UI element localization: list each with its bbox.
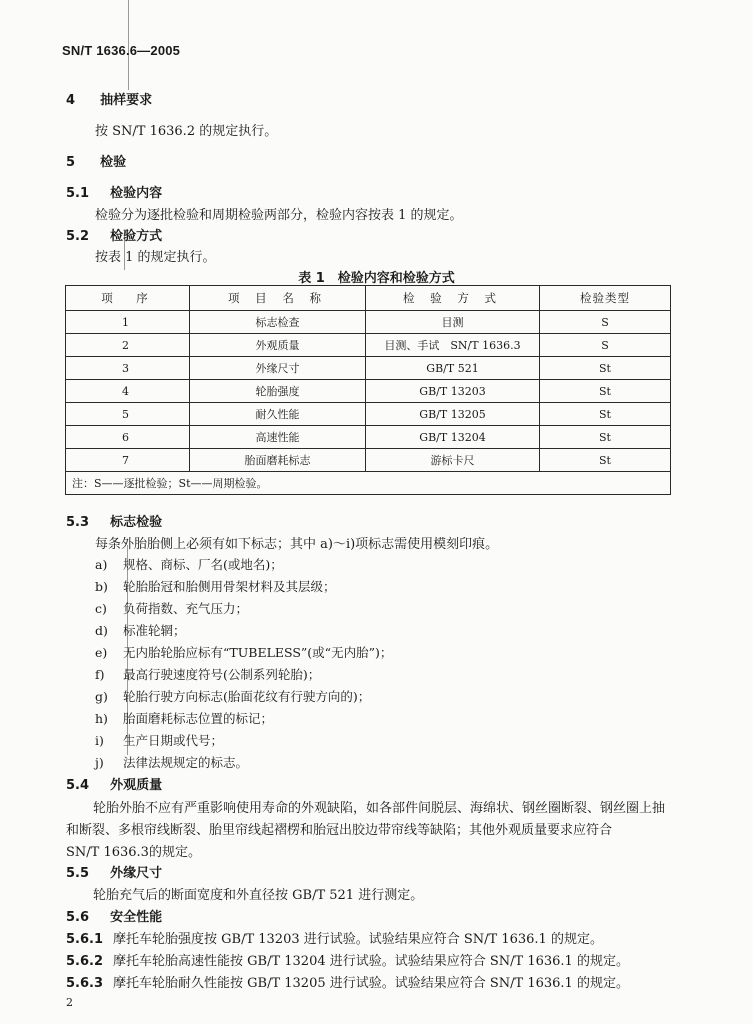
cell-seq: 5	[66, 403, 190, 426]
section-5-2-text: 按表 1 的规定执行。	[95, 250, 216, 265]
item-text: 最高行驶速度符号(公制系列轮胎)；	[123, 667, 321, 682]
cell-method: 目测、手试 SN/T 1636.3	[366, 334, 540, 357]
cell-type: St	[540, 403, 671, 426]
clause-number: 5.6.3	[66, 976, 104, 991]
inspection-table	[65, 285, 671, 495]
clause-text: 摩托车轮胎高速性能按 GB/T 13204 进行试验。试验结果应符合 SN/T 1636.1 的规定。	[113, 954, 629, 969]
marking-list-item	[95, 621, 186, 639]
header-method: 检 验 方 式	[366, 286, 540, 311]
section-number: 5.1	[66, 186, 90, 201]
cell-seq: 3	[66, 357, 190, 380]
item-label: e)	[95, 645, 108, 660]
table-row	[66, 426, 671, 449]
item-text: 轮胎行驶方向标志(胎面花纹有行驶方向的)；	[123, 689, 371, 704]
section-title: 外缘尺寸	[110, 866, 163, 881]
cell-item: 轮胎强度	[190, 380, 366, 403]
cell-method: GB/T 521	[366, 357, 540, 380]
section-5-1-heading	[66, 182, 162, 201]
table-header-row	[66, 286, 671, 311]
header-seq: 项 序	[66, 286, 190, 311]
table-row	[66, 403, 671, 426]
cell-type: S	[540, 311, 671, 334]
item-text: 标准轮辋；	[123, 623, 186, 638]
section-number: 5.5	[66, 866, 90, 881]
marking-list-item	[95, 643, 392, 661]
item-label: a)	[95, 557, 108, 572]
cell-type: St	[540, 426, 671, 449]
item-label: c)	[95, 601, 107, 616]
clause-text: 摩托车轮胎强度按 GB/T 13203 进行试验。试验结果应符合 SN/T 1636.1 的规定。	[113, 932, 603, 947]
item-text: 无内胎轮胎应标有“TUBELESS”(或“无内胎”)；	[123, 645, 393, 660]
section-title: 抽样要求	[100, 93, 153, 108]
section-title: 安全性能	[110, 910, 163, 925]
cell-seq: 1	[66, 311, 190, 334]
section-title: 检验方式	[110, 229, 163, 244]
cell-item: 耐久性能	[190, 403, 366, 426]
item-label: b)	[95, 579, 108, 594]
table-caption: 表 1 检验内容和检验方式	[298, 271, 455, 286]
item-text: 规格、商标、厂名(或地名)；	[123, 557, 283, 572]
section-title: 外观质量	[110, 778, 163, 793]
table-row	[66, 311, 671, 334]
marking-list-item	[95, 687, 370, 705]
marking-list-item	[95, 555, 283, 573]
section-number: 5.4	[66, 778, 90, 793]
section-5-2-heading	[66, 225, 162, 244]
clause-text: 摩托车轮胎耐久性能按 GB/T 13205 进行试验。试验结果应符合 SN/T 1636.1 的规定。	[113, 976, 629, 991]
item-label: f)	[95, 667, 105, 682]
section-title: 标志检验	[110, 515, 163, 530]
cell-seq: 6	[66, 426, 190, 449]
table-row	[66, 449, 671, 472]
marking-list-item	[95, 577, 336, 595]
table-row	[66, 334, 671, 357]
section-5-6-heading	[66, 906, 162, 925]
standard-number: SN/T 1636.6—2005	[62, 43, 181, 58]
cell-seq: 7	[66, 449, 190, 472]
section-5-4-heading	[66, 774, 162, 793]
section-5-6-item	[66, 928, 603, 947]
section-number: 4	[66, 93, 76, 108]
cell-type: St	[540, 357, 671, 380]
marking-list-item	[95, 599, 248, 617]
header-item: 项 目 名 称	[190, 286, 366, 311]
item-text: 胎面磨耗标志位置的标记；	[123, 711, 274, 726]
section-number: 5.2	[66, 229, 90, 244]
section-5-5-text: 轮胎充气后的断面宽度和外直径按 GB/T 521 进行测定。	[93, 888, 424, 903]
section-5-4-line: 和断裂、多根帘线断裂、胎里帘线起褶楞和胎冠出胶边带帘线等缺陷；其他外观质量要求应符合	[66, 823, 613, 838]
marking-list-item	[95, 753, 248, 771]
cell-type: S	[540, 334, 671, 357]
section-5-3-heading	[66, 511, 162, 530]
marking-list-item	[95, 731, 223, 749]
item-label: d)	[95, 623, 108, 638]
section-5-6-item	[66, 972, 629, 991]
section-4-text: 按 SN/T 1636.2 的规定执行。	[95, 124, 278, 139]
cell-type: St	[540, 380, 671, 403]
section-5-5-heading	[66, 862, 162, 881]
cell-seq: 2	[66, 334, 190, 357]
cell-type: St	[540, 449, 671, 472]
section-number: 5.6	[66, 910, 90, 925]
item-label: g)	[95, 689, 108, 704]
item-text: 轮胎胎冠和胎侧用骨架材料及其层级；	[123, 579, 336, 594]
section-number: 5.3	[66, 515, 90, 530]
section-title: 检验内容	[110, 186, 163, 201]
item-label: j)	[95, 755, 104, 770]
marking-list-item	[95, 709, 273, 727]
section-4-heading	[66, 89, 152, 108]
item-label: i)	[95, 733, 104, 748]
cell-seq: 4	[66, 380, 190, 403]
item-text: 生产日期或代号；	[123, 733, 224, 748]
section-5-6-item	[66, 950, 629, 969]
item-label: h)	[95, 711, 108, 726]
section-5-1-text: 检验分为逐批检验和周期检验两部分，检验内容按表 1 的规定。	[95, 208, 463, 223]
cell-item: 外观质量	[190, 334, 366, 357]
cell-method: 目测	[366, 311, 540, 334]
item-text: 法律法规规定的标志。	[123, 755, 249, 770]
table-row	[66, 357, 671, 380]
section-5-4-line: SN/T 1636.3的规定。	[66, 845, 201, 860]
cell-method: GB/T 13204	[366, 426, 540, 449]
section-5-heading	[66, 151, 126, 170]
cell-item: 标志检查	[190, 311, 366, 334]
table-row	[66, 380, 671, 403]
section-title: 检验	[100, 155, 127, 170]
clause-number: 5.6.2	[66, 954, 104, 969]
marking-list-item	[95, 665, 320, 683]
header-type: 检验类型	[540, 286, 671, 311]
cell-item: 外缘尺寸	[190, 357, 366, 380]
section-number: 5	[66, 155, 76, 170]
cell-method: GB/T 13205	[366, 403, 540, 426]
item-text: 负荷指数、充气压力；	[123, 601, 249, 616]
section-5-4-line: 轮胎外胎不应有严重影响使用寿命的外观缺陷，如各部件间脱层、海绵状、钢丝圈断裂、钢丝圈上抽	[93, 801, 666, 816]
clause-number: 5.6.1	[66, 932, 104, 947]
cell-item: 高速性能	[190, 426, 366, 449]
page-number: 2	[66, 996, 73, 1009]
section-5-3-intro: 每条外胎胎侧上必须有如下标志；其中 a)～i)项标志需使用模刻印痕。	[95, 537, 499, 552]
cell-method: 游标卡尺	[366, 449, 540, 472]
table-note: 注：S——逐批检验；St——周期检验。	[66, 472, 671, 495]
cell-item: 胎面磨耗标志	[190, 449, 366, 472]
table-note-row	[66, 472, 671, 495]
cell-method: GB/T 13203	[366, 380, 540, 403]
